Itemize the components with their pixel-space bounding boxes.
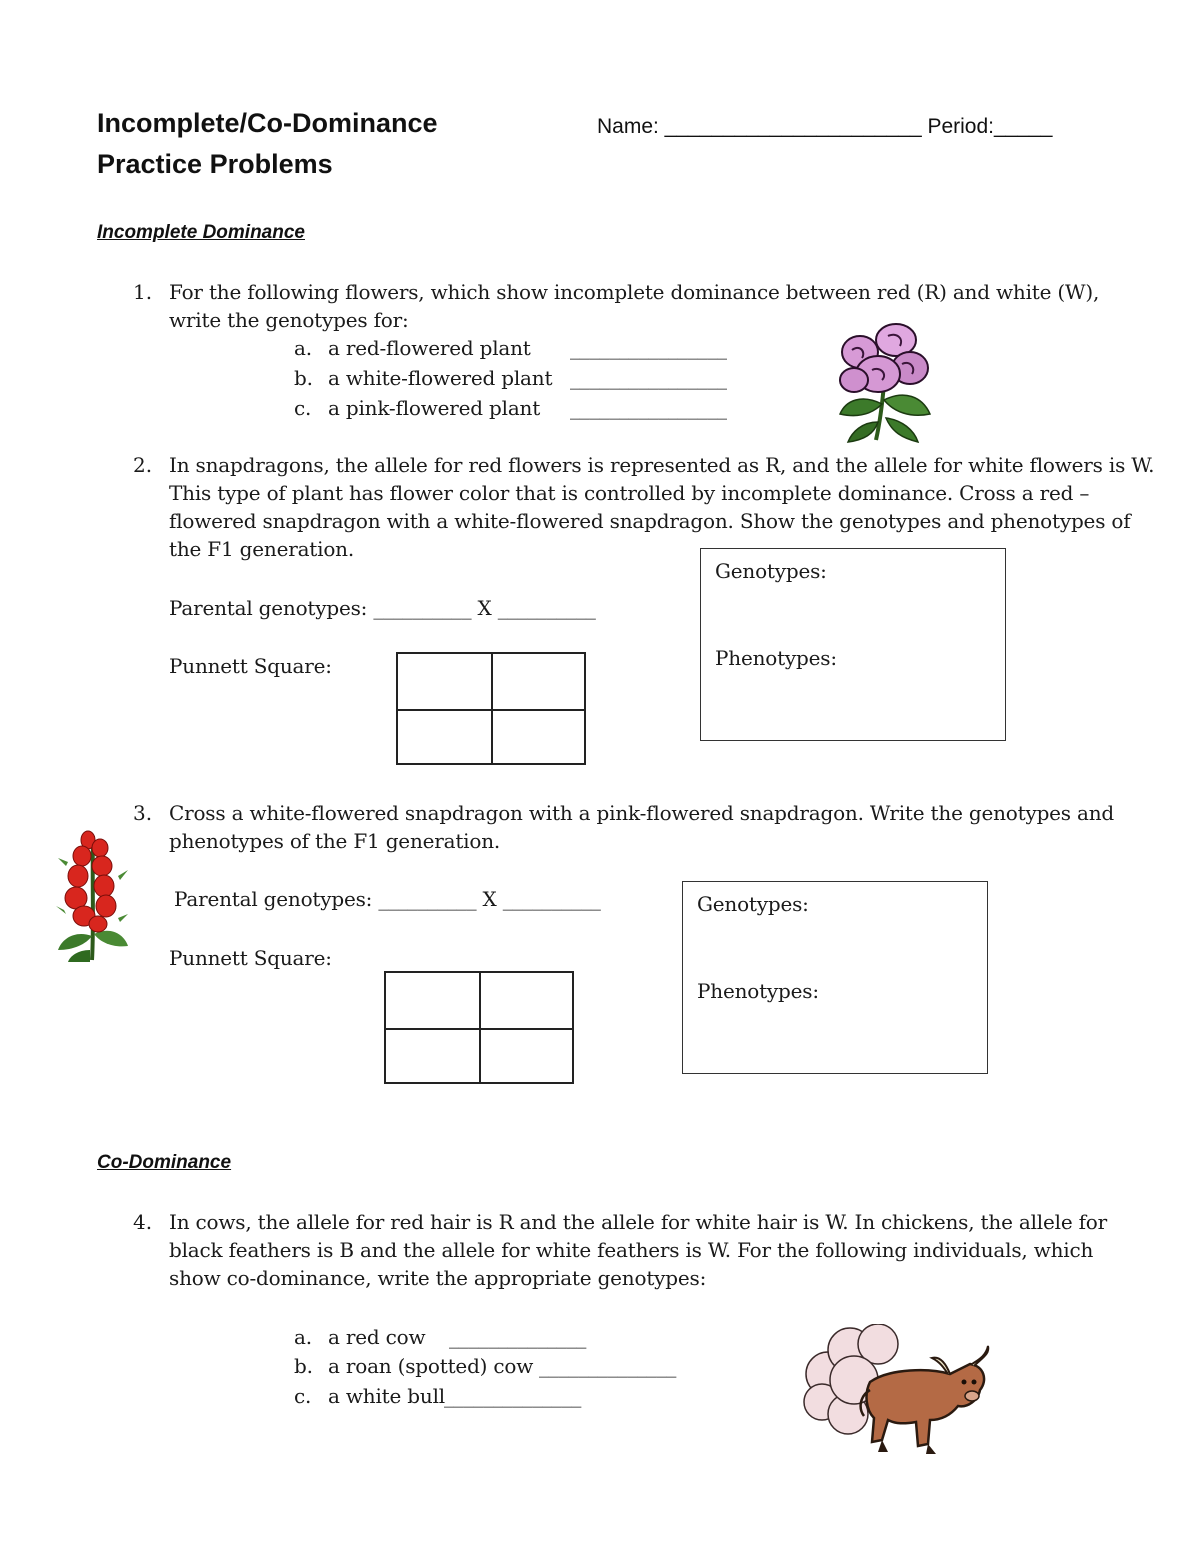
name-period-field[interactable]: Name: ______________________ Period:_____ <box>597 115 1053 138</box>
bull-illustration <box>800 1324 992 1458</box>
question-number: 4. <box>133 1210 153 1234</box>
q3-punnett-label: Punnett Square: <box>169 946 332 970</box>
q4-answer-blank[interactable]: ______________ <box>449 1325 587 1349</box>
q3-punnett-square[interactable] <box>384 971 574 1084</box>
q1-text-line1: For the following flowers, which show incomplete dominance between red (R) and white (W), <box>169 280 1100 304</box>
q4-text-line1: In cows, the allele for red hair is R and the allele for white hair is W. In chickens, the allele for <box>169 1210 1108 1234</box>
pink-flower-illustration <box>832 322 936 444</box>
page-title-line2: Practice Problems <box>97 149 333 179</box>
q3-answer-box[interactable] <box>682 881 988 1074</box>
question-number: 1. <box>133 280 153 304</box>
q2-text-line4: the F1 generation. <box>169 537 355 561</box>
q2-text-line2: This type of plant has flower color that is controlled by incomplete dominance. Cross a red – <box>169 481 1090 505</box>
q1-answer-blank[interactable]: ________________ <box>570 336 727 360</box>
section-heading-co-dominance: Co-Dominance <box>97 1152 232 1173</box>
q2-parental-genotypes[interactable]: Parental genotypes: __________ X __________ <box>169 596 596 620</box>
q2-answer-box[interactable] <box>700 548 1006 741</box>
q3-text-line1: Cross a white-flowered snapdragon with a pink-flowered snapdragon. Write the genotypes and <box>169 801 1115 825</box>
q4-item-text: a white bull <box>328 1384 445 1408</box>
question-number: 3. <box>133 801 153 825</box>
q2-text-line3: flowered snapdragon with a white-flowered snapdragon. Show the genotypes and phenotypes of <box>169 509 1131 533</box>
red-snapdragon-illustration <box>54 826 132 962</box>
q3-parental-genotypes[interactable]: Parental genotypes: __________ X __________ <box>174 887 601 911</box>
q1-item-letter: b. <box>294 366 313 390</box>
q1-answer-blank[interactable]: ________________ <box>570 396 727 420</box>
question-number: 2. <box>133 453 153 477</box>
q4-text-line3: show co-dominance, write the appropriate genotypes: <box>169 1266 707 1290</box>
q3-text-line2: phenotypes of the F1 generation. <box>169 829 501 853</box>
q1-item-letter: c. <box>294 396 312 420</box>
q4-item-letter: b. <box>294 1354 313 1378</box>
q4-item-letter: c. <box>294 1384 312 1408</box>
q1-item-text: a white-flowered plant <box>328 366 553 390</box>
q1-answer-blank[interactable]: ________________ <box>570 366 727 390</box>
q2-punnett-square[interactable] <box>396 652 586 765</box>
q3-genotypes-label: Genotypes: <box>697 892 809 916</box>
q2-punnett-label: Punnett Square: <box>169 654 332 678</box>
q1-item-text: a red-flowered plant <box>328 336 531 360</box>
q3-phenotypes-label: Phenotypes: <box>697 979 819 1003</box>
q4-item-text: a red cow <box>328 1325 426 1349</box>
q2-phenotypes-label: Phenotypes: <box>715 646 837 670</box>
q4-answer-blank[interactable]: ______________ <box>444 1384 582 1408</box>
q4-text-line2: black feathers is B and the allele for white feathers is W. For the following individuals, which <box>169 1238 1094 1262</box>
q1-item-letter: a. <box>294 336 312 360</box>
q4-answer-blank[interactable]: ______________ <box>539 1354 677 1378</box>
q4-item-text: a roan (spotted) cow <box>328 1354 534 1378</box>
section-heading-incomplete-dominance: Incomplete Dominance <box>97 222 305 243</box>
q1-text-line2: write the genotypes for: <box>169 308 409 332</box>
q1-item-text: a pink-flowered plant <box>328 396 541 420</box>
q2-genotypes-label: Genotypes: <box>715 559 827 583</box>
page-title-line1: Incomplete/Co-Dominance <box>97 108 438 138</box>
q2-text-line1: In snapdragons, the allele for red flowers is represented as R, and the allele for white flowers is W. <box>169 453 1155 477</box>
q4-item-letter: a. <box>294 1325 312 1349</box>
